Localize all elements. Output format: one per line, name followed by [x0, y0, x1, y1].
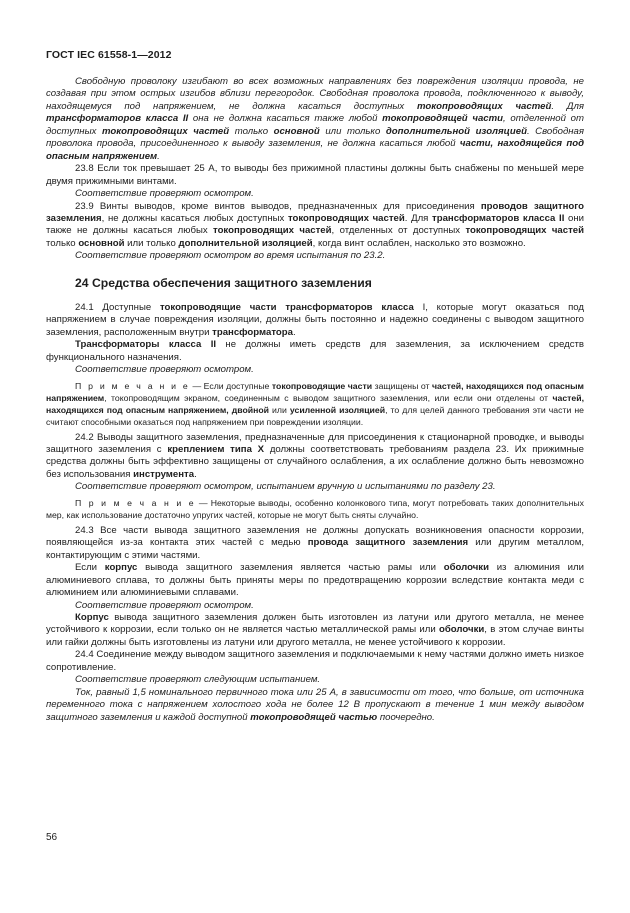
text-run: 23.9 Винты выводов, кроме винтов выводов, предназначенных для присоединения	[75, 200, 481, 212]
bold-term: частей, находящихся под опасным напряжением	[46, 380, 584, 403]
bold-term: инструмента	[133, 468, 195, 480]
text-run: — Если доступные	[189, 380, 272, 391]
bold-term: токопроводящей частью	[250, 711, 378, 723]
text-run: Свободную проволоку изгибают во всех возможных направлениях без повреждения изоляции провода, не создавая при этом острых изгибов вблизи перегородок. Свободная проволока провода, подключенного к выводу, находящемуся под напряжением, не должна касаться доступных	[46, 76, 584, 112]
bold-term: дополнительной изоляцией	[385, 125, 527, 137]
bold-term: дополнительной изоляцией	[178, 237, 313, 249]
text-run: , отделенных от доступных	[331, 225, 466, 237]
bold-term: Трансформаторы класса II	[75, 339, 217, 351]
text-run: или только	[124, 237, 179, 249]
text-run: вывода защитного заземления является частью рамы или	[137, 562, 444, 574]
text-run: Если	[75, 562, 105, 574]
text-run: Соответствие проверяют осмотром во время испытания по 23.2.	[75, 250, 386, 262]
text-run: вывода защитного заземления должен быть изготовлен из латуни или другого металла, не менее устойчивого к коррозии, если только он не является частью металлической рамы или	[46, 611, 584, 636]
bold-term: проводов защитного заземления	[46, 200, 584, 224]
bold-term: трансформатора	[212, 326, 293, 338]
bold-term: токопроводящих частей	[416, 100, 552, 112]
bold-term: токопроводящие части трансформаторов класса	[159, 301, 414, 313]
text-run: 24.4 Соединение между выводом защитного заземления и подключаемыми к нему частями должно иметь низкое сопротивление.	[46, 649, 584, 673]
text-run: , в этом случае винты или гайки должны быть изготовлены из латуни или другого металла, не менее устойчивого к коррозии.	[46, 624, 584, 648]
text-run: — Некоторые выводы, особенно колонкового типа, могут потребовать таких дополнительных мер, как использование достаточно упругих частей, которые не могут быть сняты случайно.	[46, 497, 584, 520]
bold-term: усиленной изоляцией	[289, 404, 386, 415]
text-run: .	[194, 468, 197, 480]
text-run: 24.2 Выводы защитного заземления, предназначенные для присоединения к стационарной проводке, и выводы защитного заземления с	[46, 431, 584, 455]
text-run: только	[229, 125, 274, 137]
text-run: или только	[319, 125, 386, 137]
bold-term: оболочки	[439, 624, 485, 636]
paragraph	[46, 364, 584, 376]
bold-term: основной	[273, 125, 320, 137]
paragraph	[46, 201, 584, 251]
text-run: она не должна касаться также любой	[188, 113, 383, 125]
bold-term: оболочки	[443, 562, 489, 574]
bold-term: основной	[78, 237, 125, 249]
paragraph	[46, 76, 584, 163]
paragraph	[46, 674, 584, 686]
paragraph	[46, 432, 584, 482]
text-run: только	[46, 237, 79, 249]
bold-term: креплением типа X	[167, 443, 265, 455]
text-run: не должны иметь средств для заземления, за исключением средств функционального назначения.	[46, 339, 584, 363]
paragraph	[46, 302, 584, 339]
bold-term: трансформаторов класса II	[432, 212, 565, 224]
text-run: Соответствие проверяют осмотром.	[75, 188, 254, 200]
bold-term: токопроводящих частей	[101, 125, 230, 137]
bold-term: токопроводящей части	[382, 113, 504, 125]
document-body	[46, 76, 584, 724]
text-run: Соответствие проверяют осмотром, испытанием вручную и испытаниями по разделу 23.	[75, 481, 496, 493]
paragraph	[46, 481, 584, 493]
paragraph	[46, 339, 584, 364]
paragraph	[46, 250, 584, 262]
text-run: 23.8 Если ток превышает 25 А, то выводы без прижимной пластины должны быть снабжены по меньшей мере двумя прижимными винтами.	[46, 163, 584, 187]
paragraph	[46, 163, 584, 188]
bold-term: трансформаторов класса II	[46, 113, 189, 125]
text-run: , токопроводящим экраном, соединенным с выводом защитного заземления, или если они отделены от	[104, 392, 553, 403]
text-run: поочередно.	[377, 711, 435, 723]
bold-term: токопроводящих частей	[465, 225, 584, 237]
page-number: 56	[46, 832, 58, 843]
bold-term: части, находящейся под опасным напряжением	[46, 138, 584, 162]
bold-term: частей, находящихся под опасным напряжением, двойной	[46, 392, 584, 415]
paragraph	[46, 612, 584, 649]
text-run: или другим металлом, контактирующим с этими частями.	[46, 537, 584, 561]
note-label: П р и м е ч а н и е	[75, 380, 190, 391]
text-run: Соответствие проверяют осмотром.	[75, 599, 254, 611]
text-run: Ток, равный 1,5 номинального первичного тока или 25 А, в зависимости от того, что больше, от источника переменного тока с напряжением холостого хода не более 12 В пропускают в течение 1 мин между выводом защитного заземления и каждой доступной	[46, 686, 584, 723]
paragraph	[46, 649, 584, 674]
note-label: П р и м е ч а н и е	[75, 497, 196, 508]
standard-header: ГОСТ IEC 61558-1—2012	[46, 49, 172, 61]
text-run: . Для	[404, 212, 433, 224]
paragraph	[46, 188, 584, 200]
text-run: Соответствие проверяют осмотром.	[75, 364, 254, 376]
bold-term: токопроводящих частей	[213, 225, 332, 237]
text-run: , отделенной от доступных	[46, 113, 584, 137]
bold-term: провода защитного заземления	[307, 537, 469, 549]
text-run: они также не должны касаться любых	[46, 212, 584, 237]
text-run: 24 Средства обеспечения защитного заземления	[75, 275, 372, 290]
bold-term: токопроводящие части	[271, 380, 373, 391]
bold-term: токопроводящих частей	[287, 212, 405, 224]
text-run: . Для	[551, 100, 585, 112]
text-run: . Свободная проволока провода, присоединенного к выводу заземления, не должна касаться любой	[46, 125, 584, 150]
text-run: I, которые могут оказаться под напряжением в случае повреждения изоляции, должны быть постоянно и надежно соединены с выводом защитного заземления, расположенным внутри	[46, 301, 584, 338]
text-run: , когда винт ослаблен, насколько это возможно.	[312, 237, 526, 249]
text-run: Соответствие проверяют следующим испытанием.	[75, 674, 321, 686]
note-paragraph	[46, 380, 584, 428]
text-run: защищены от	[372, 380, 432, 391]
text-run: .	[292, 326, 296, 338]
text-run: , то для целей данного требования эти части не считают способными оказаться под напряжением при повреждении изоляции.	[46, 404, 584, 427]
text-run: 24.1 Доступные	[75, 301, 160, 313]
text-run: 24.3 Все части вывода защитного заземления не должны допускать возникновения опасности коррозии, появляющейся из-за контакта этих частей с медью	[46, 524, 584, 549]
note-paragraph	[46, 497, 584, 521]
paragraph	[46, 562, 584, 599]
bold-term: корпус	[104, 562, 138, 574]
paragraph	[46, 687, 584, 724]
paragraph	[46, 525, 584, 562]
text-run: или	[269, 404, 290, 415]
text-run: , не должны касаться любых доступных	[101, 212, 288, 224]
text-run: должны соответствовать требованиям раздела 23. Их прижимные средства должны быть эффективно защищены от случайного ослабления, а их ослабление должно быть невозможно без использования	[46, 443, 584, 480]
text-run: из алюминия или алюминиевого сплава, то должны быть приняты меры по предотвращению коррозии вследствие контакта меди с алюминием или алюминиевыми сплавами.	[46, 562, 585, 599]
bold-term: Корпус	[75, 611, 109, 623]
text-run: .	[157, 150, 160, 162]
section-heading	[46, 276, 584, 290]
paragraph	[46, 600, 584, 612]
